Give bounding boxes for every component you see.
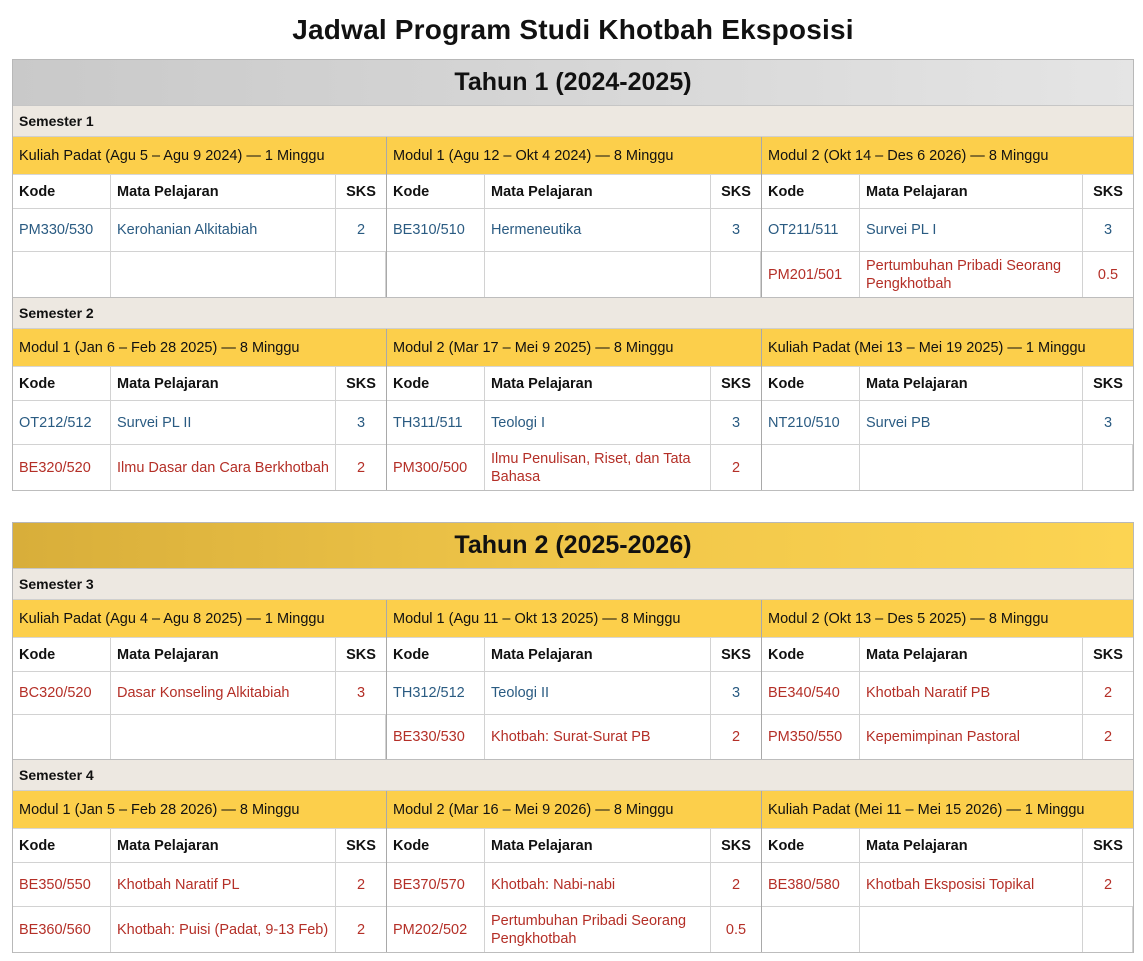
course-name: Ilmu Penulisan, Riset, dan Tata Bahasa <box>485 445 711 490</box>
module-header: Modul 2 (Mar 17 – Mei 9 2025) — 8 Minggu <box>387 329 761 367</box>
course-code: BE370/570 <box>387 863 485 906</box>
course-code: BE340/540 <box>762 672 860 714</box>
col-header-code: Kode <box>13 175 111 208</box>
col-header-code: Kode <box>13 638 111 671</box>
col-header-course: Mata Pelajaran <box>111 175 336 208</box>
module-header: Modul 2 (Okt 14 – Des 6 2026) — 8 Minggu <box>762 137 1133 175</box>
course-code: TH312/512 <box>387 672 485 714</box>
course-code: OT211/511 <box>762 209 860 251</box>
course-credits: 3 <box>731 685 741 701</box>
module-header: Modul 2 (Mar 16 – Mei 9 2026) — 8 Minggu <box>387 791 761 829</box>
course-name: Khotbah: Puisi (Padat, 9-13 Feb) <box>111 907 336 952</box>
empty-cell <box>1083 445 1133 490</box>
col-header-course: Mata Pelajaran <box>485 638 711 671</box>
table-row <box>387 715 761 759</box>
course-credits: 2 <box>356 921 366 938</box>
empty-cell <box>1083 907 1133 952</box>
col-header-course: Mata Pelajaran <box>860 829 1083 862</box>
empty-row <box>13 715 386 759</box>
module-block <box>762 329 1133 490</box>
course-code: BE330/530 <box>387 715 485 759</box>
column-header-row <box>762 175 1133 209</box>
course-name: Kepemimpinan Pastoral <box>860 715 1083 759</box>
module-block <box>387 791 762 952</box>
module-header: Kuliah Padat (Agu 5 – Agu 9 2024) — 1 Minggu <box>13 137 386 175</box>
column-header-row <box>387 367 761 401</box>
empty-row <box>13 252 386 297</box>
col-header-credits: SKS <box>346 183 376 200</box>
course-credits: 3 <box>731 414 741 431</box>
course-name: Khotbah Naratif PL <box>111 863 336 906</box>
empty-cell <box>336 252 386 297</box>
empty-cell <box>711 252 761 297</box>
col-header-course: Mata Pelajaran <box>111 638 336 671</box>
col-header-credits: SKS <box>346 375 376 392</box>
col-header-credits: SKS <box>721 375 751 392</box>
module-block <box>762 791 1133 952</box>
course-name: Teologi I <box>485 401 711 444</box>
course-code: BE360/560 <box>13 907 111 952</box>
course-credits: 0.5 <box>725 921 747 938</box>
course-credits: 2 <box>1103 729 1113 745</box>
col-header-code: Kode <box>762 175 860 208</box>
column-header-row <box>762 367 1133 401</box>
empty-row <box>762 907 1133 952</box>
module-header: Kuliah Padat (Mei 11 – Mei 15 2026) — 1 Minggu <box>762 791 1133 829</box>
course-name: Survei PL II <box>111 401 336 444</box>
col-header-course: Mata Pelajaran <box>485 829 711 862</box>
course-name: Pertumbuhan Pribadi Seorang Pengkhotbah <box>860 252 1083 297</box>
course-code: BE320/520 <box>13 445 111 490</box>
module-block <box>13 329 387 490</box>
col-header-code: Kode <box>762 638 860 671</box>
course-code: BE380/580 <box>762 863 860 906</box>
course-credits: 3 <box>356 414 366 431</box>
module-header: Modul 1 (Jan 6 – Feb 28 2025) — 8 Minggu <box>13 329 386 367</box>
course-name: Khotbah: Nabi-nabi <box>485 863 711 906</box>
table-row <box>762 209 1133 252</box>
course-name: Khotbah: Surat-Surat PB <box>485 715 711 759</box>
year-title: Tahun 2 (2025-2026) <box>13 523 1133 569</box>
course-code: NT210/510 <box>762 401 860 444</box>
semester-modules <box>13 137 1133 298</box>
course-credits: 2 <box>731 729 741 745</box>
col-header-course: Mata Pelajaran <box>111 367 336 400</box>
col-header-credits: SKS <box>721 646 751 663</box>
course-credits: 3 <box>1103 222 1113 238</box>
course-credits: 3 <box>356 685 366 701</box>
empty-cell <box>336 715 386 759</box>
module-header: Modul 1 (Jan 5 – Feb 28 2026) — 8 Minggu <box>13 791 386 829</box>
module-header: Modul 1 (Agu 11 – Okt 13 2025) — 8 Minggu <box>387 600 761 638</box>
col-header-credits: SKS <box>1093 375 1123 392</box>
table-row <box>13 672 386 715</box>
module-block <box>13 791 387 952</box>
empty-cell <box>762 907 860 952</box>
empty-row <box>762 445 1133 490</box>
empty-cell <box>387 252 485 297</box>
table-row <box>762 863 1133 907</box>
column-header-row <box>13 638 386 672</box>
table-row <box>387 445 761 490</box>
col-header-course: Mata Pelajaran <box>860 175 1083 208</box>
module-block <box>387 329 762 490</box>
course-code: BE310/510 <box>387 209 485 251</box>
column-header-row <box>13 367 386 401</box>
col-header-course: Mata Pelajaran <box>860 638 1083 671</box>
course-credits: 3 <box>731 222 741 238</box>
course-code: PM350/550 <box>762 715 860 759</box>
course-name: Kerohanian Alkitabiah <box>111 209 336 251</box>
semester-label: Semester 2 <box>13 298 1133 329</box>
col-header-credits: SKS <box>346 646 376 663</box>
col-header-code: Kode <box>387 829 485 862</box>
empty-cell <box>762 445 860 490</box>
course-name: Pertumbuhan Pribadi Seorang Pengkhotbah <box>485 907 711 952</box>
column-header-row <box>762 829 1133 863</box>
col-header-credits: SKS <box>721 837 751 854</box>
course-code: PM300/500 <box>387 445 485 490</box>
semester-label: Semester 3 <box>13 569 1133 600</box>
module-header: Modul 2 (Okt 13 – Des 5 2025) — 8 Minggu <box>762 600 1133 638</box>
semester-modules <box>13 600 1133 760</box>
table-row <box>13 445 386 490</box>
col-header-credits: SKS <box>1093 183 1123 200</box>
module-block <box>13 600 387 759</box>
course-credits: 2 <box>356 876 366 893</box>
table-row <box>387 863 761 907</box>
table-row <box>13 863 386 907</box>
module-block <box>387 137 762 297</box>
course-name: Teologi II <box>485 672 711 714</box>
course-credits: 2 <box>356 459 366 476</box>
course-code: BC320/520 <box>13 672 111 714</box>
col-header-credits: SKS <box>346 837 376 854</box>
course-code: BE350/550 <box>13 863 111 906</box>
page-title: Jadwal Program Studi Khotbah Eksposisi <box>292 14 854 45</box>
course-credits: 2 <box>1103 876 1113 893</box>
empty-cell <box>111 715 336 759</box>
empty-row <box>387 252 761 297</box>
empty-cell <box>111 252 336 297</box>
module-header: Modul 1 (Agu 12 – Okt 4 2024) — 8 Minggu <box>387 137 761 175</box>
course-credits: 2 <box>731 876 741 893</box>
empty-cell <box>13 715 111 759</box>
semester-modules <box>13 329 1133 491</box>
column-header-row <box>387 829 761 863</box>
course-name: Khotbah Eksposisi Topikal <box>860 863 1083 906</box>
table-row <box>762 401 1133 445</box>
table-row <box>762 252 1133 297</box>
col-header-course: Mata Pelajaran <box>111 829 336 862</box>
course-name: Survei PL I <box>860 209 1083 251</box>
module-header: Kuliah Padat (Mei 13 – Mei 19 2025) — 1 Minggu <box>762 329 1133 367</box>
table-row <box>762 672 1133 715</box>
course-credits: 2 <box>1103 685 1113 701</box>
course-code: PM201/501 <box>762 252 860 297</box>
column-header-row <box>762 638 1133 672</box>
empty-cell <box>860 907 1083 952</box>
col-header-course: Mata Pelajaran <box>860 367 1083 400</box>
empty-cell <box>860 445 1083 490</box>
semester-label: Semester 4 <box>13 760 1133 791</box>
column-header-row <box>13 175 386 209</box>
col-header-credits: SKS <box>1093 646 1123 663</box>
col-header-code: Kode <box>387 175 485 208</box>
course-name: Survei PB <box>860 401 1083 444</box>
semester-label: Semester 1 <box>13 106 1133 137</box>
col-header-credits: SKS <box>721 183 751 200</box>
course-name: Ilmu Dasar dan Cara Berkhotbah <box>111 445 336 490</box>
col-header-course: Mata Pelajaran <box>485 367 711 400</box>
table-row <box>13 907 386 952</box>
column-header-row <box>387 638 761 672</box>
col-header-code: Kode <box>387 367 485 400</box>
col-header-code: Kode <box>762 367 860 400</box>
course-code: PM330/530 <box>13 209 111 251</box>
empty-cell <box>13 252 111 297</box>
table-row <box>387 401 761 445</box>
table-row <box>387 209 761 252</box>
table-row <box>13 401 386 445</box>
year-2-section <box>12 522 1134 953</box>
course-code: OT212/512 <box>13 401 111 444</box>
module-block <box>387 600 762 759</box>
course-code: TH311/511 <box>387 401 485 444</box>
course-credits: 2 <box>356 222 366 238</box>
table-row <box>13 209 386 252</box>
module-block <box>762 600 1133 759</box>
col-header-code: Kode <box>13 829 111 862</box>
col-header-code: Kode <box>762 829 860 862</box>
table-row <box>387 672 761 715</box>
empty-cell <box>485 252 711 297</box>
col-header-code: Kode <box>13 367 111 400</box>
table-row <box>762 715 1133 759</box>
module-block <box>762 137 1133 297</box>
course-credits: 2 <box>731 459 741 476</box>
col-header-course: Mata Pelajaran <box>485 175 711 208</box>
module-header: Kuliah Padat (Agu 4 – Agu 8 2025) — 1 Minggu <box>13 600 386 638</box>
semester-modules <box>13 791 1133 953</box>
course-credits: 0.5 <box>1097 266 1119 283</box>
course-name: Dasar Konseling Alkitabiah <box>111 672 336 714</box>
year-title: Tahun 1 (2024-2025) <box>13 60 1133 106</box>
col-header-credits: SKS <box>1093 837 1123 854</box>
course-name: Hermeneutika <box>485 209 711 251</box>
table-row <box>387 907 761 952</box>
course-credits: 3 <box>1103 414 1113 431</box>
course-code: PM202/502 <box>387 907 485 952</box>
column-header-row <box>13 829 386 863</box>
col-header-code: Kode <box>387 638 485 671</box>
year-1-section <box>12 59 1134 491</box>
module-block <box>13 137 387 297</box>
course-name: Khotbah Naratif PB <box>860 672 1083 714</box>
column-header-row <box>387 175 761 209</box>
